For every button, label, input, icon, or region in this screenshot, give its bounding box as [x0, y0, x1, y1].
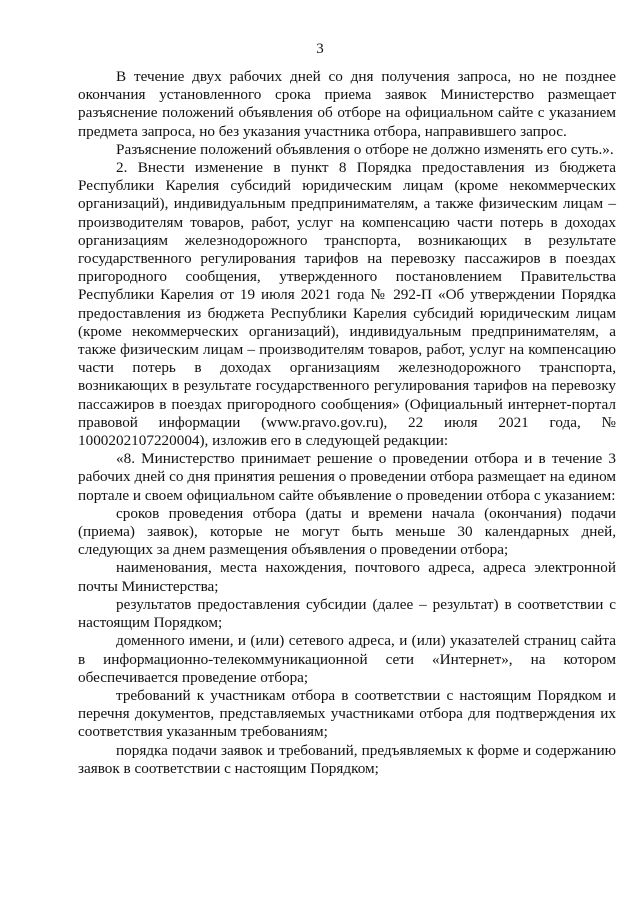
paragraph-domain-name: доменного имени, и (или) сетевого адреса, и (или) указателей страниц сайта в информационно-телекоммуникационной сети «Интернет», на котором обеспечивается проведение отбора; [78, 632, 616, 686]
paragraph-amendment-item-2: 2. Внести изменение в пункт 8 Порядка предоставления из бюджета Республики Карелия субсидий юридическим лицам (кроме некоммерческих организаций), индивидуальным предпринимателям, а также физическим лицам – производителям товаров, работ, услуг на компенсацию части потерь в доходах организациям железнодорожного транспорта, возникающих в результате государственного регулирования тарифов на перевозку пассажиров в поездах пригородного сообщения, утвержденного постановлением Правительства Республики Карелия от 19 июля 2021 года № 292-П «Об утверждении Порядка предоставления из бюджета Республики Карелия субсидий юридическим лицам (кроме некоммерческих организаций), индивидуальным предпринимателям, а также физическим лицам – производителям товаров, работ, услуг на компенсацию части потерь в доходах организациям железнодорожного транспорта, возникающих в результате государственного регулирования тарифов на перевозку пассажиров в поездах пригородного сообщения» (Официальный интернет-портал правовой информации (www.pravo.gov.ru), 22 июля 2021 года, № 1000202107220004), изложив его в следующей редакции: [78, 159, 616, 450]
paragraph-participant-requirements: требований к участникам отбора в соответствии с настоящим Порядком и перечня документов, представляемых участниками отбора для подтверждения их соответствия указанным требованиям; [78, 686, 616, 741]
paragraph-selection-terms: сроков проведения отбора (даты и времени начала (окончания) подачи (приема) заявок), которые не могут быть меньше 30 календарных дней, следующих за днем размещения объявления о проведении отбора; [78, 504, 616, 559]
paragraph-clarification-scope: Разъяснение положений объявления о отборе не должно изменять его суть.». [116, 140, 614, 158]
paragraph-subsidy-results: результатов предоставления субсидии (далее – результат) в соответствии с настоящим Порядком; [78, 595, 616, 632]
paragraph-application-procedure: порядка подачи заявок и требований, предъявляемых к форме и содержанию заявок в соответствии с настоящим Порядком; [78, 741, 616, 777]
document-body [78, 68, 616, 778]
page-number: 3 [316, 41, 324, 57]
paragraph-item-8-decision: «8. Министерство принимает решение о проведении отбора и в течение 3 рабочих дней со дня принятия решения о проведении отбора размещает на едином портале и своем официальном сайте объявление о проведении отбора с указанием: [78, 450, 616, 504]
paragraph-ministry-details: наименования, места нахождения, почтового адреса, адреса электронной почты Министерства; [78, 559, 616, 595]
paragraph-clarification-deadline: В течение двух рабочих дней со дня получения запроса, но не позднее окончания установленного срока приема заявок Министерство размещает разъяснение положений объявления об отборе на официальном сайте с указанием предмета запроса, но без указания участника отбора, направившего запрос. [78, 68, 616, 140]
